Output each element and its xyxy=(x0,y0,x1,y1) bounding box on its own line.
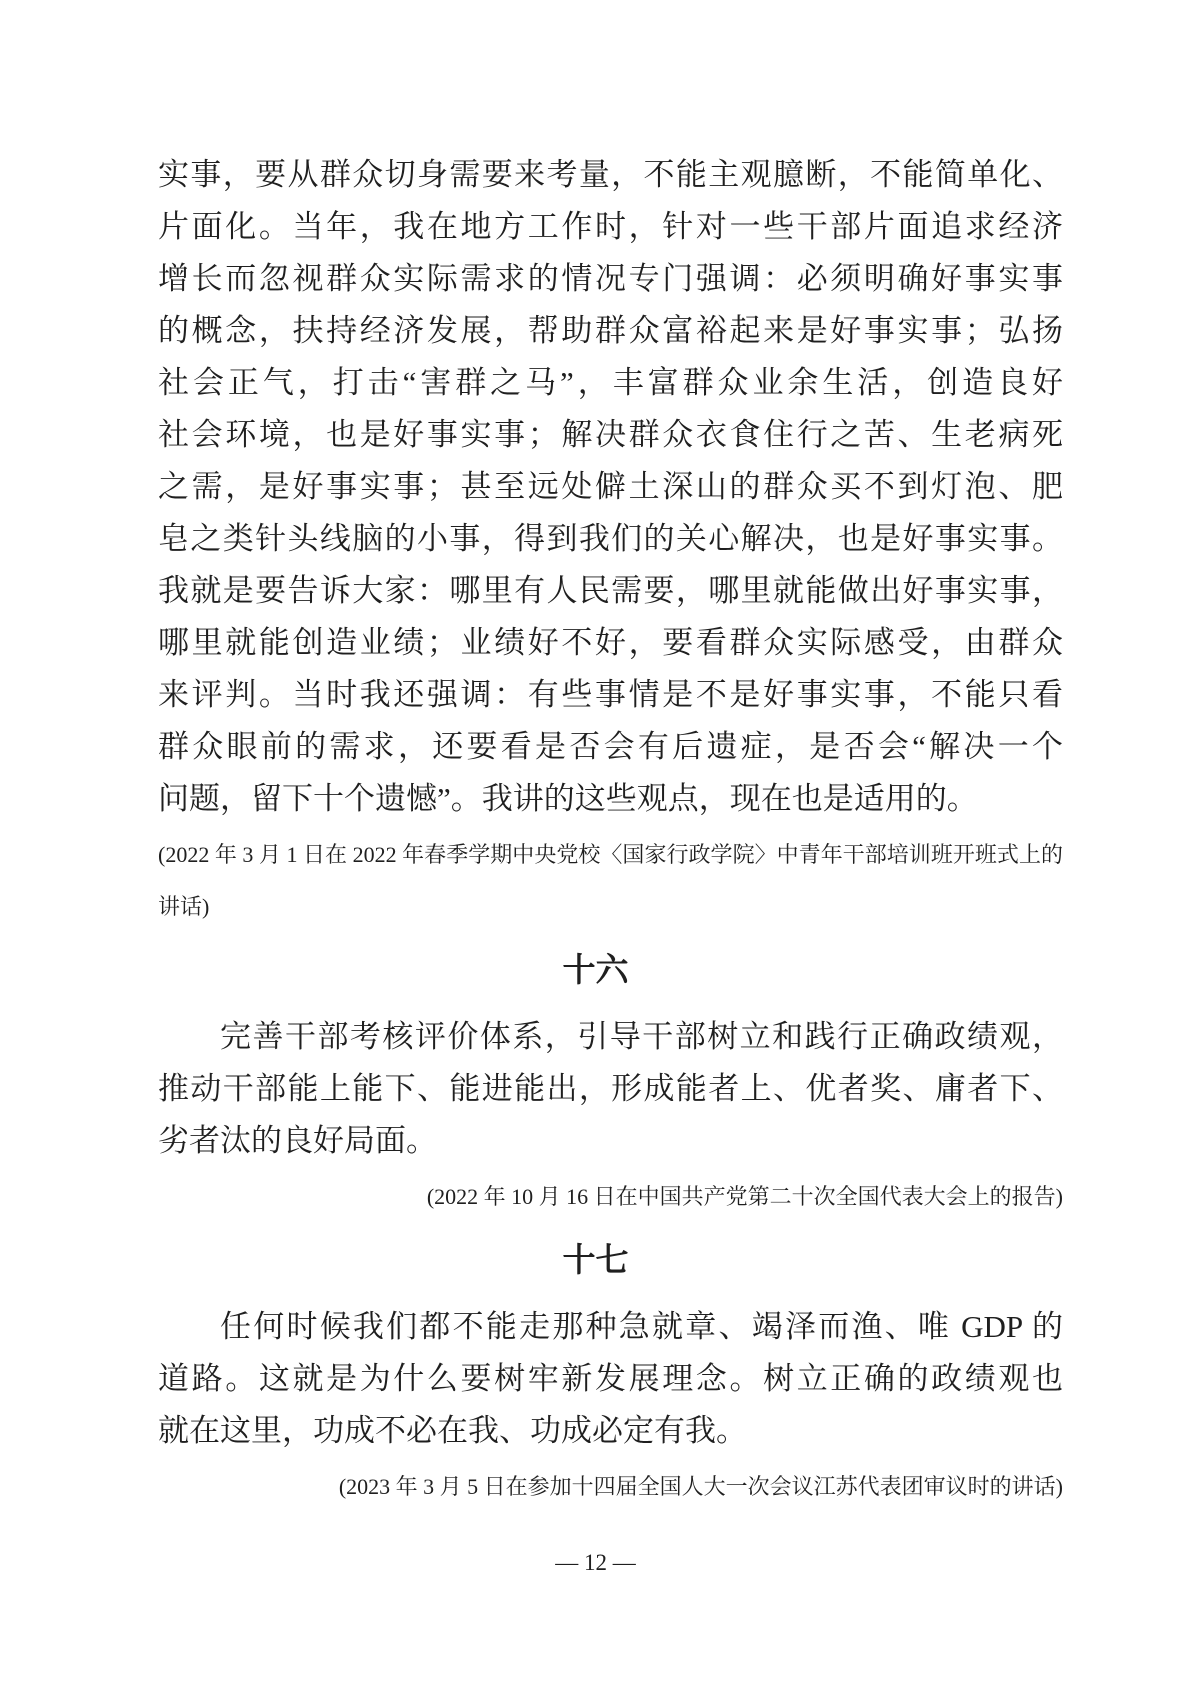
text-line: 劣者汰的良好局面。 xyxy=(158,1123,437,1158)
section-16-paragraph xyxy=(158,1011,1063,1167)
text-line: 道路。这就是为什么要树牢新发展理念。树立正确的政绩观也 xyxy=(158,1361,1063,1396)
page-number: — 12 — xyxy=(555,1550,636,1575)
text-line: 来评判。当时我还强调：有些事情是不是好事实事，不能只看 xyxy=(158,677,1063,712)
citation-source: (2023 年 3 月 5 日在参加十四届全国人大一次会议江苏代表团审议时的讲话) xyxy=(338,1474,1063,1499)
text-line: 我就是要告诉大家：哪里有人民需要，哪里就能做出好事实事， xyxy=(158,573,1063,608)
text-line: 群众眼前的需求，还要看是否会有后遗症，是否会“解决一个 xyxy=(158,729,1063,764)
text-line: 之需，是好事实事；甚至远处僻土深山的群众买不到灯泡、肥 xyxy=(158,469,1063,504)
text-line: 哪里就能创造业绩；业绩好不好，要看群众实际感受，由群众 xyxy=(158,625,1063,660)
text-line: 任何时候我们都不能走那种急就章、竭泽而渔、唯 GDP 的 xyxy=(220,1309,1063,1344)
text-line: 问题，留下十个遗憾”。我讲的这些观点，现在也是适用的。 xyxy=(158,781,978,816)
text-line: 皂之类针头线脑的小事，得到我们的关心解决，也是好事实事。 xyxy=(158,521,1063,556)
body-paragraph-continuation xyxy=(158,149,1063,825)
text-line: 社会环境，也是好事实事；解决群众衣食住行之苦、生老病死 xyxy=(158,417,1063,452)
citation-source xyxy=(158,829,1063,933)
text-line: 增长而忽视群众实际需求的情况专门强调：必须明确好事实事 xyxy=(158,261,1063,296)
section-17-paragraph xyxy=(158,1301,1063,1457)
section-heading-16: 十六 xyxy=(562,953,629,989)
text-line: 就在这里，功成不必在我、功成必定有我。 xyxy=(158,1413,747,1448)
citation-line: (2022 年 3 月 1 日在 2022 年春季学期中央党校〈国家行政学院〉中青年干部培训班开班式上的 xyxy=(158,842,1063,867)
text-line: 完善干部考核评价体系，引导干部树立和践行正确政绩观， xyxy=(220,1019,1063,1054)
text-line: 社会正气，打击“害群之马”，丰富群众业余生活，创造良好 xyxy=(158,365,1063,400)
text-line: 实事，要从群众切身需要来考量，不能主观臆断，不能简单化、 xyxy=(158,157,1063,192)
text-line: 的概念，扶持经济发展，帮助群众富裕起来是好事实事；弘扬 xyxy=(158,313,1063,348)
section-heading-17: 十七 xyxy=(562,1243,629,1279)
text-line: 推动干部能上能下、能进能出，形成能者上、优者奖、庸者下、 xyxy=(158,1071,1063,1106)
text-line: 片面化。当年，我在地方工作时，针对一些干部片面追求经济 xyxy=(158,209,1063,244)
citation-source: (2022 年 10 月 16 日在中国共产党第二十次全国代表大会上的报告) xyxy=(426,1184,1063,1209)
citation-line: 讲话) xyxy=(158,894,210,919)
